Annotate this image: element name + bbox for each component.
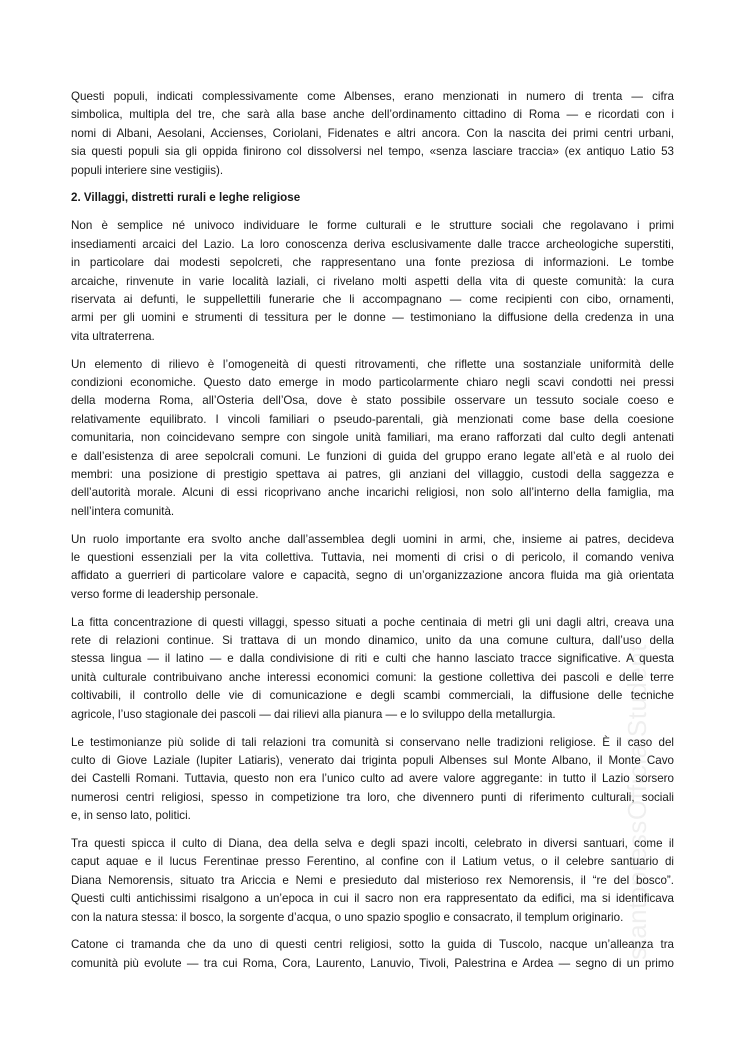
text-line: stessa lingua — il latino — e dalla condivisione di riti e culti che hanno lasciato tracce significative. A questa [71,652,674,666]
text-line: simbolica, multipla del tre, che sarà alla base anche dell’ordinamento cittadino di Roma — e ricordati con i [71,108,674,122]
text-line: rete di relazioni continue. Si trattava di un mondo dinamico, unito da una comune cultura, dall’uso della [71,634,674,648]
text-line: insediamenti arcaici del Lazio. La loro conoscenza deriva esclusivamente dalle tracce archeologiche superstiti, [71,237,674,251]
body-paragraphs [71,217,674,973]
text-line: nomi di Albani, Aesolani, Accienses, Coriolani, Fidenates e altri ancora. Con la nascita dei primi centri urbani, [71,126,674,140]
text-line: verso forme di leadership personale. [71,587,259,601]
text-line: Non è semplice né univoco individuare le forme culturali e le strutture sociali che regolavano i primi [71,219,674,233]
text-line: nell’intera comunità. [71,504,175,518]
text-line: unità culturale contribuivano anche interessi economici comuni: la gestione collettiva dei pascoli e delle terre [71,670,674,684]
paragraph [71,835,674,927]
text-line: Un ruolo importante era svolto anche dall’assemblea degli uomini in armi, che, insieme ai patres, decideva [71,532,674,546]
text-line: comunitaria, non coincidevano sempre con singole unità familiari, ma erano rafforzati dal culto degli antenati [71,431,674,445]
paragraph [71,531,674,605]
intro-paragraphs [71,88,674,180]
paragraph [71,217,674,346]
text-line: Diana Nemorensis, situato tra Ariccia e Nemi e presieduto dal misterioso rex Nemorensis, il “re del bosco”. [71,873,674,887]
paragraph [71,734,674,826]
text-line: armi per gli uomini e strumenti di tessitura per le donne — testimoniano la diffusione della credenza in una [71,311,674,325]
section-heading: 2. Villaggi, distretti rurali e leghe religiose [71,191,301,205]
text-line: sia questi populi sia gli oppida finirono col dissolversi nel tempo, «senza lasciare traccia» (ex antiquo Latio 53 [71,145,674,159]
text-line: vita ultraterrena. [71,329,155,343]
text-line: con la natura stessa: il bosco, la sorgente d’acqua, o uno spazio spoglio e consacrato, il templum originario. [71,910,624,924]
text-line: affidato a guerrieri di particolare valore e capacità, segno di un’organizzazione ancora fluida ma già orientata [71,569,674,583]
text-line: coltivabili, il controllo delle vie di comunicazione e degli scambi commerciali, la diffusione delle tecniche [71,689,674,703]
text-line: e dall’esistenza di aree sepolcrali comuni. Le funzioni di guida del gruppo erano legate all’età e al ruolo dei [71,449,674,463]
text-line: Un elemento di rilievo è l’omogeneità di questi ritrovamenti, che riflette una sostanziale uniformità delle [71,357,674,371]
text-line: condizioni economiche. Questo dato emerge in modo particolarmente chiaro negli scavi condotti nei pressi [71,375,674,389]
paragraph [71,88,674,180]
text-line: populi interiere sine vestigiis). [71,163,224,177]
text-line: Questi populi, indicati complessivamente come Albenses, erano menzionati in numero di trenta — cifra [71,90,674,103]
text-line: numerosi centri religiosi, spesso in competizione tra loro, che divennero punti di riferimento culturali, sociali [71,790,674,804]
text-line: comunità più evolute — tra cui Roma, Cora, Laurento, Lanuvio, Tivoli, Palestrina e Ardea — segno di un primo [71,956,674,970]
text-line: Questi culti antichissimi risalgono a un’epoca in cui il sacro non era rappresentato da edifici, ma si identificava [71,892,674,906]
watermark: stantopressOfficialStudent [622,643,652,960]
text-line: relativamente equilibrato. I vincoli familiari o pseudo-parentali, già menzionati come base della coesione [71,412,674,426]
text-line: culto di Giove Laziale (Iupiter Latiaris), venerato dai triginta populi Albenses sul Monte Albano, il Monte Cavo [71,753,674,767]
text-line: La fitta concentrazione di questi villaggi, spesso situati a poche centinaia di metri gli uni dagli altri, creava una [71,615,674,629]
text-line: della moderna Roma, all’Osteria dell’Osa, dove è stato possibile osservare un tessuto sociale coeso e [71,394,674,408]
text-line: e, in senso lato, politici. [71,809,191,823]
text-line: Le testimonianze più solide di tali relazioni tra comunità si conservano nelle tradizioni religiose. È il caso del [71,735,674,749]
page-content [71,88,674,983]
paragraph [71,356,674,522]
paragraph [71,936,674,973]
paragraph [71,614,674,724]
text-line: in particolare dai modesti sepolcreti, che rappresentano una fonte preziosa di informazioni. Le tombe [71,256,674,270]
text-line: agricole, l’uso stagionale dei pascoli — dai rilievi alla pianura — e lo sviluppo della metallurgia. [71,707,556,721]
text-line: caput aquae e il lucus Ferentinae presso Ferentino, al confine con il Latium vetus, o il celebre santuario di [71,855,674,869]
text-line: Tra questi spicca il culto di Diana, dea della selva e degli spazi incolti, celebrato in diversi santuari, come il [71,836,674,850]
text-line: Catone ci tramanda che da uno di questi centri religiosi, sotto la guida di Tuscolo, nacque un’alleanza tra [71,938,674,952]
text-line: dell’autorità morale. Alcuni di essi ricoprivano anche incarichi religiosi, non solo all’interno della famiglia, ma [71,486,674,500]
text-line: riservata ai defunti, le suppellettili funerarie che li accompagnano — come recipienti con cibo, ornamenti, [71,292,674,306]
text-line: le questioni essenziali per la vita collettiva. Tuttavia, nei momenti di crisi o di pericolo, il comando veniva [71,550,674,564]
text-line: dei Castelli Romani. Tuttavia, questo non era l’unico culto ad avere valore aggregante: in tutto il Lazio sorsero [71,772,674,786]
text-line: membri: una posizione di prestigio spettava ai patres, gli anziani del villaggio, custodi della saggezza e [71,467,674,481]
text-line: arcaiche, rinvenute in varie località laziali, ci rivelano molti aspetti della vita di queste comunità: la cura [71,274,674,288]
